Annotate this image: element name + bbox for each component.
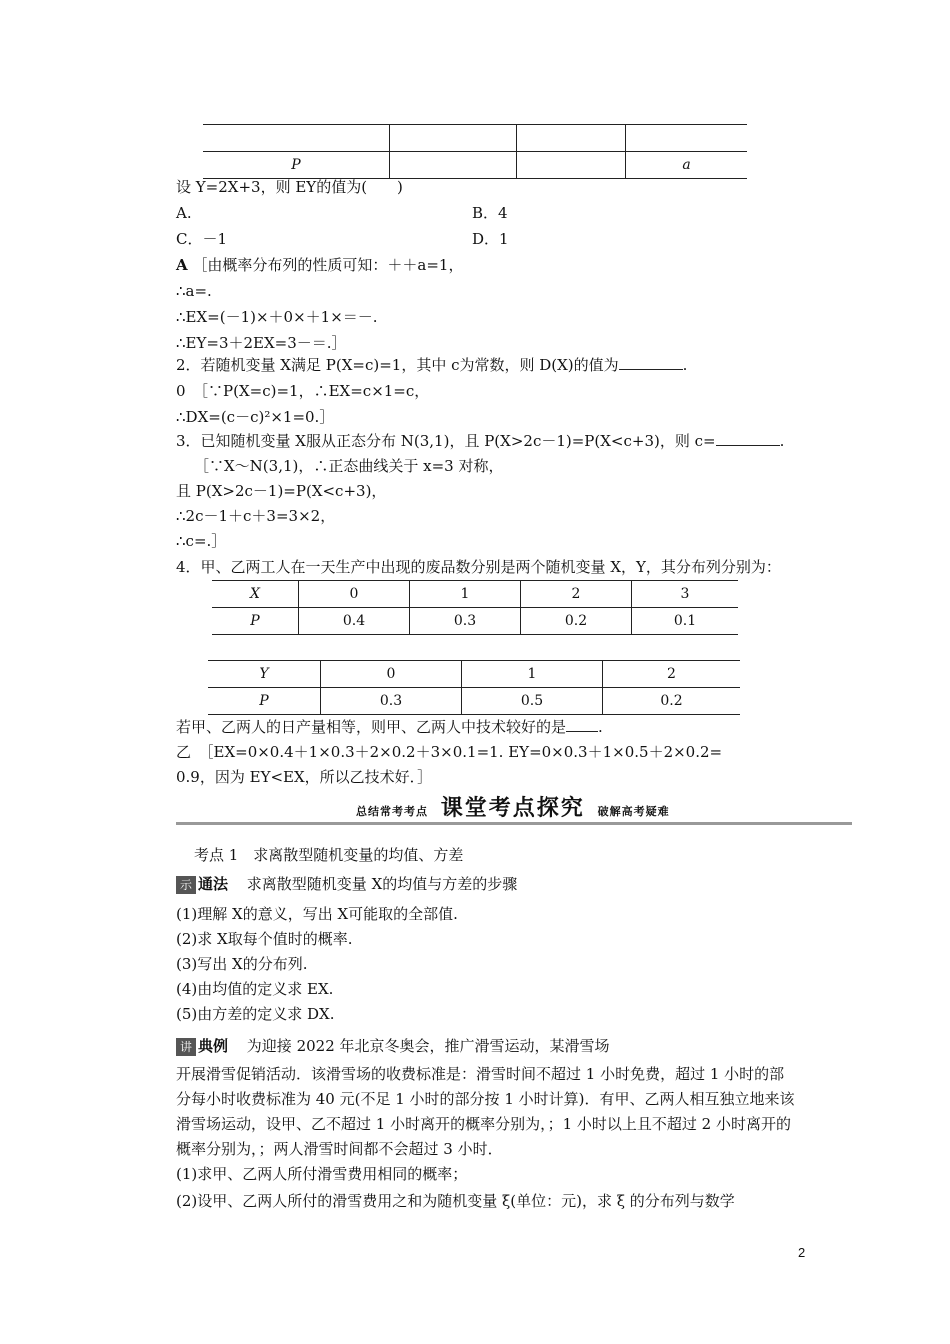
q4-stem: 4．甲、乙两工人在一天生产中出现的废品数分别是两个随机变量 X，Y，其分布列分别为： xyxy=(176,558,781,576)
table-cell: 0.1 xyxy=(632,608,739,635)
q3-answer-line2: 且 P(X>2c－1)=P(X<c+3)， xyxy=(176,482,387,500)
table-row xyxy=(208,688,740,715)
table-cell: a xyxy=(626,152,748,179)
table-cell: 0.3 xyxy=(321,688,462,715)
q1-option-a: A. xyxy=(176,204,192,222)
q3-stem-text: 3．已知随机变量 X服从正态分布 N(3,1)，且 P(X>2c－1)=P(X<c+3)，则 c= xyxy=(176,432,716,450)
banner-title: 课堂考点探究 xyxy=(440,796,585,821)
sub-question-2: (2)设甲、乙两人所付的滑雪费用之和为随机变量 ξ(单位：元)，求 ξ 的分布列与数学 xyxy=(176,1192,735,1210)
q2-answer-line2: ∴DX=(c－c)²×1=0.］ xyxy=(176,408,335,426)
method-label: 通法 xyxy=(198,875,229,893)
x-distribution-table xyxy=(212,580,738,635)
table-row xyxy=(208,661,740,688)
table-cell xyxy=(517,125,626,152)
table-cell: 1 xyxy=(410,581,521,608)
example-line xyxy=(176,1035,610,1057)
sub-question-1: (1)求甲、乙两人所付滑雪费用相同的概率； xyxy=(176,1165,468,1183)
table-cell: 0.4 xyxy=(299,608,410,635)
table-row xyxy=(212,581,738,608)
table-cell: X xyxy=(212,581,299,608)
q4-question-end: . xyxy=(598,718,603,736)
table-cell: 0 xyxy=(321,661,462,688)
q1-option-c: C．－1 xyxy=(176,230,228,248)
table-cell: 2 xyxy=(521,581,632,608)
q2-answer-line1: 0 ［∵P(X=c)=1，∴EX=c×1=c， xyxy=(176,382,430,400)
table-cell: 0.3 xyxy=(410,608,521,635)
table-cell: 0 xyxy=(299,581,410,608)
answer-blank xyxy=(566,717,598,732)
q1-answer-line4: ∴EY=3＋2EX=3－＝.］ xyxy=(176,334,347,352)
q2-stem xyxy=(176,354,687,376)
answer-blank xyxy=(619,355,683,370)
table-cell: Y xyxy=(208,661,321,688)
q3-answer-line1: ［∵X～N(3,1)，∴正态曲线关于 x=3 对称， xyxy=(194,457,504,475)
table-cell: 0.2 xyxy=(603,688,741,715)
table-row xyxy=(212,608,738,635)
table-cell: 3 xyxy=(632,581,739,608)
table-row xyxy=(203,125,747,152)
table-cell: P xyxy=(208,688,321,715)
step-item: (3)写出 X的分布列. xyxy=(176,955,308,973)
example-body-line: 分每小时收费标准为 40 元(不足 1 小时的部分按 1 小时计算)．有甲、乙两人相互独立地来该 xyxy=(176,1090,795,1108)
q4-question xyxy=(176,716,603,738)
step-item: (4)由均值的定义求 EX. xyxy=(176,980,334,998)
example-body-line: 滑雪场运动，设甲、乙不超过 1 小时离开的概率分别为，；1 小时以上且不超过 2 小时离开的 xyxy=(176,1115,791,1133)
q3-answer-line3: ∴2c－1＋c＋3=3×2， xyxy=(176,507,336,525)
step-item: (2)求 X取每个值时的概率. xyxy=(176,930,353,948)
q1-answer-line3: ∴EX=(－1)×＋0×＋1×＝－. xyxy=(176,308,378,326)
method-text: 求离散型随机变量 X的均值与方差的步骤 xyxy=(246,875,518,893)
banner-left-text: 总结常考考点 xyxy=(356,805,428,818)
example-body-line: 概率分别为，；两人滑雪时间都不会超过 3 小时． xyxy=(176,1140,503,1158)
q1-answer-letter: A xyxy=(176,256,188,274)
q1-stem: 设 Y=2X+3，则 EY的值为( ) xyxy=(176,178,403,196)
table-cell xyxy=(626,125,748,152)
q4-answer-line1: 乙 ［EX=0×0.4＋1×0.3＋2×0.2＋3×0.1=1. EY=0×0.3＋1×0.5＋2×0.2= xyxy=(176,743,723,761)
step-item: (5)由方差的定义求 DX. xyxy=(176,1005,335,1023)
table-cell: P xyxy=(212,608,299,635)
table-cell xyxy=(390,125,517,152)
q2-stem-text: 2．若随机变量 X满足 P(X=c)=1，其中 c为常数，则 D(X)的值为 xyxy=(176,356,619,374)
table-row xyxy=(203,152,747,179)
q1-option-b: B．4 xyxy=(472,204,508,222)
table-cell xyxy=(203,125,390,152)
table-cell xyxy=(517,152,626,179)
q3-stem xyxy=(176,430,784,452)
answer-blank xyxy=(716,431,780,446)
q1-answer-line2: ∴a=. xyxy=(176,282,212,300)
example-label: 典例 xyxy=(198,1037,229,1055)
q2-stem-end: . xyxy=(682,356,688,374)
table-cell xyxy=(390,152,517,179)
page-number: 2 xyxy=(798,1245,806,1260)
table-cell: 0.5 xyxy=(462,688,603,715)
q1-answer-line1 xyxy=(176,254,463,276)
step-item: (1)理解 X的意义，写出 X可能取的全部值. xyxy=(176,905,458,923)
section-heading: 考点 1 求离散型随机变量的均值、方差 xyxy=(194,846,464,864)
banner-right-text: 破解高考疑难 xyxy=(597,805,670,818)
banner-divider xyxy=(176,822,852,825)
table-cell: 0.2 xyxy=(521,608,632,635)
example-first-text: 为迎接 2022 年北京冬奥会，推广滑雪运动，某滑雪场 xyxy=(246,1037,610,1055)
q3-stem-end: . xyxy=(779,432,785,450)
q1-option-d: D．1 xyxy=(472,230,509,248)
method-line xyxy=(176,873,517,895)
method-tag: 示 xyxy=(176,876,196,894)
example-tag: 讲 xyxy=(176,1038,196,1056)
q4-question-text: 若甲、乙两人的日产量相等，则甲、乙两人中技术较好的是 xyxy=(176,718,567,736)
q4-answer-line2: 0.9，因为 EY<EX，所以乙技术好．］ xyxy=(176,768,433,786)
example-body-line: 开展滑雪促销活动．该滑雪场的收费标准是：滑雪时间不超过 1 小时免费，超过 1 小时的部 xyxy=(176,1065,785,1083)
table-cell: 1 xyxy=(462,661,603,688)
y-distribution-table xyxy=(208,660,740,715)
table-cell: 2 xyxy=(603,661,741,688)
table-cell: P xyxy=(203,152,390,179)
q1-answer-text: ［由概率分布列的性质可知：＋＋a=1， xyxy=(192,256,464,274)
q3-answer-line4: ∴c=.］ xyxy=(176,532,227,550)
section-banner xyxy=(356,798,670,823)
top-distribution-table xyxy=(203,124,747,179)
